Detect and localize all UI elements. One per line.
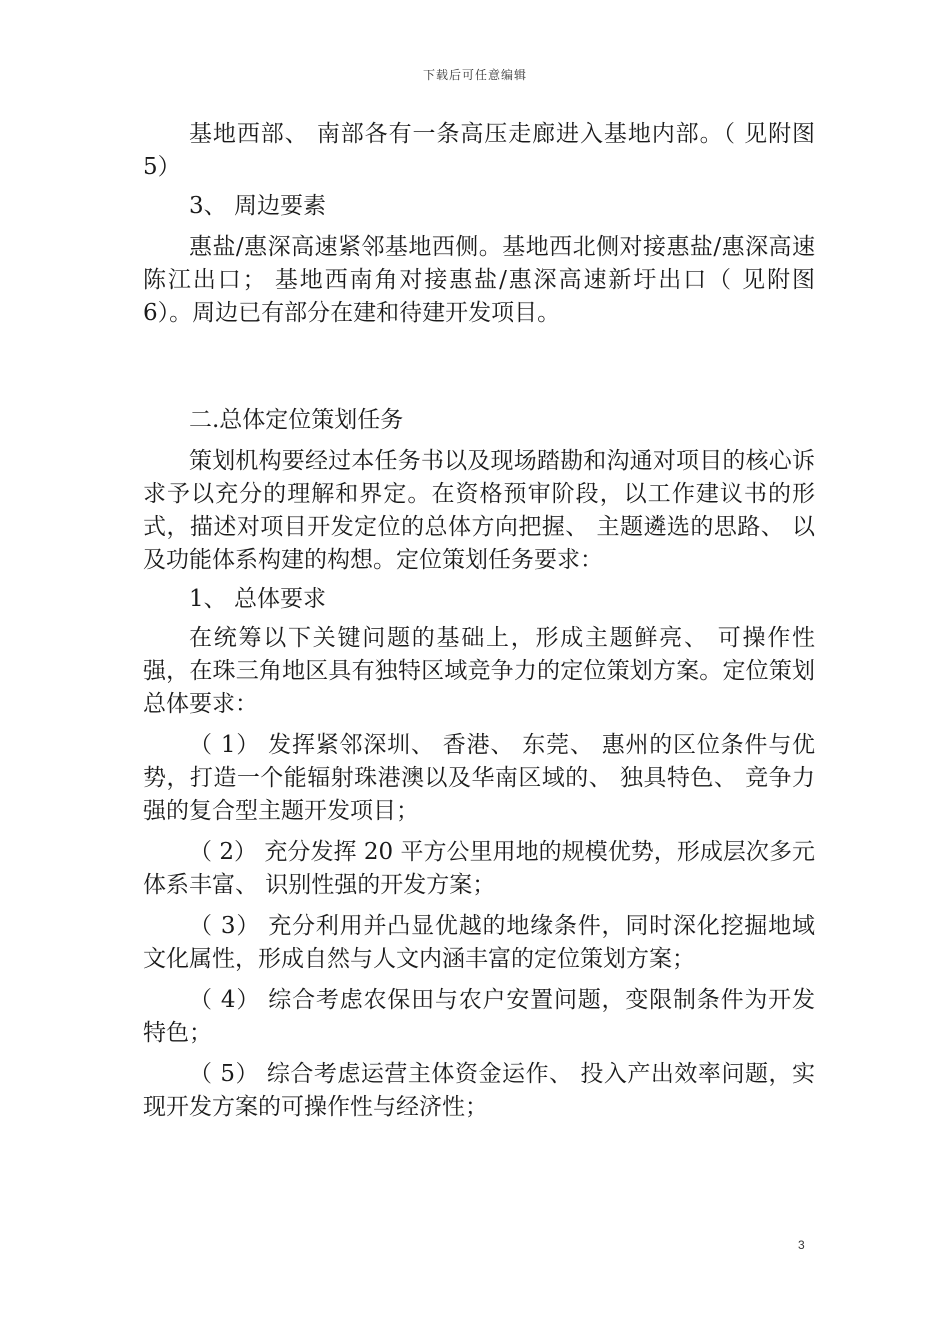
page-number: 3 (798, 1238, 805, 1252)
requirement-item-3: （ 3） 充分利用并凸显优越的地缘条件，同时深化挖掘地域文化属性，形成自然与人文内涵丰富的定位策划方案； (143, 913, 815, 972)
document-body (143, 118, 815, 1124)
paragraph-high-voltage-corridor: 基地西部、 南部各有一条高压走廊进入基地内部。（ 见附图 5） (143, 121, 815, 180)
requirement-item-4: （ 4） 综合考虑农保田与农户安置问题，变限制条件为开发特色； (143, 987, 815, 1046)
section-heading-positioning-task: 二.总体定位策划任务 (189, 407, 404, 433)
page-header-note: 下载后可任意编辑 (422, 68, 527, 82)
paragraph-overall-requirements: 在统筹以下关键问题的基础上，形成主题鲜亮、 可操作性强，在珠三角地区具有独特区域竞争力的定位策划方案。定位策划总体要求： (143, 625, 815, 717)
paragraph-planning-agency: 策划机构要经过本任务书以及现场踏勘和沟通对项目的核心诉求予以充分的理解和界定。在资格预审阶段，以工作建议书的形式，描述对项目开发定位的总体方向把握、 主题遴选的思路、 以及功能体系构建的构想。定位策划任务要求： (143, 448, 815, 573)
requirement-item-2: （ 2） 充分发挥 20 平方公里用地的规模优势，形成层次多元体系丰富、 识别性强的开发方案； (143, 839, 815, 898)
subheading-surroundings: 3、 周边要素 (189, 193, 326, 219)
requirement-item-1: （ 1） 发挥紧邻深圳、 香港、 东莞、 惠州的区位条件与优势，打造一个能辐射珠港澳以及华南区域的、 独具特色、 竞争力强的复合型主题开发项目； (143, 732, 815, 824)
requirement-item-5: （ 5） 综合考虑运营主体资金运作、 投入产出效率问题，实现开发方案的可操作性与经济性； (143, 1061, 815, 1120)
paragraph-expressway: 惠盐/惠深高速紧邻基地西侧。基地西北侧对接惠盐/惠深高速陈江出口； 基地西南角对接惠盐/惠深高速新圩出口（ 见附图 6）。周边已有部分在建和待建开发项目。 (143, 234, 815, 326)
subheading-overall-requirements: 1、 总体要求 (189, 586, 326, 612)
